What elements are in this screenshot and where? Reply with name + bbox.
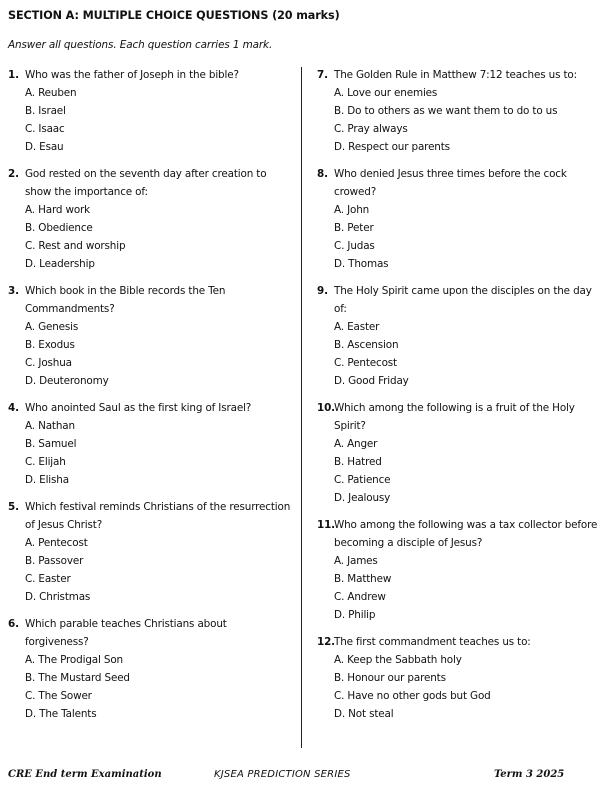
- question-block: [317, 282, 601, 390]
- footer-term: Term 3 2025: [494, 769, 565, 780]
- answer-option: C. Pray always: [334, 123, 408, 135]
- question-text: Who was the father of Joseph in the bible?: [25, 69, 239, 81]
- answer-option: C. Elijah: [25, 456, 66, 468]
- question-stem: [317, 165, 601, 201]
- answer-option: B. Obedience: [25, 222, 93, 234]
- question-number: 12.: [317, 636, 335, 648]
- question-number: 10.: [317, 402, 335, 414]
- answer-option: C. Isaac: [25, 123, 65, 135]
- question-stem: [317, 66, 601, 84]
- question-number: 7.: [317, 69, 328, 81]
- answer-option: D. Jealousy: [334, 492, 391, 504]
- question-block: [8, 615, 292, 723]
- answer-option: D. Christmas: [25, 591, 91, 603]
- answer-option: A. Genesis: [25, 321, 79, 333]
- question-text: Which among the following is a fruit of the Holy Spirit?: [334, 402, 575, 432]
- question-block: [8, 399, 292, 489]
- question-block: [8, 66, 292, 156]
- question-text: Who denied Jesus three times before the cock crowed?: [334, 168, 567, 198]
- question-number: 1.: [8, 69, 19, 81]
- answer-option: D. Philip: [334, 609, 376, 621]
- question-block: [317, 633, 601, 723]
- answer-option: D. Elisha: [25, 474, 69, 486]
- answer-option: B. Honour our parents: [334, 672, 446, 684]
- answer-option: A. James: [334, 555, 378, 567]
- answer-option: D. The Talents: [25, 708, 97, 720]
- question-number: 11.: [317, 519, 335, 531]
- question-stem: [317, 399, 601, 435]
- question-stem: [8, 66, 292, 84]
- question-block: [317, 399, 601, 507]
- answer-option: C. The Sower: [25, 690, 92, 702]
- question-stem: [317, 633, 601, 651]
- question-stem: [8, 498, 292, 534]
- answer-option: B. Exodus: [25, 339, 75, 351]
- answer-option: A. Anger: [334, 438, 378, 450]
- questions-column-right: [317, 66, 601, 732]
- question-number: 4.: [8, 402, 19, 414]
- question-stem: [8, 282, 292, 318]
- answer-option: D. Deuteronomy: [25, 375, 109, 387]
- answer-option: C. Judas: [334, 240, 375, 252]
- answer-option: A. Pentecost: [25, 537, 88, 549]
- question-block: [8, 282, 292, 390]
- answer-option: C. Andrew: [334, 591, 386, 603]
- question-block: [317, 165, 601, 273]
- question-text: Which festival reminds Christians of the resurrection of Jesus Christ?: [25, 501, 291, 531]
- question-text: The Holy Spirit came upon the disciples on the day of:: [334, 285, 592, 315]
- answer-option: A. Nathan: [25, 420, 75, 432]
- question-number: 8.: [317, 168, 328, 180]
- answer-option: A. Easter: [334, 321, 380, 333]
- question-number: 9.: [317, 285, 328, 297]
- answer-option: A. Reuben: [25, 87, 77, 99]
- answer-option: C. Easter: [25, 573, 71, 585]
- questions-column-left: [8, 66, 292, 732]
- answer-option: A. Love our enemies: [334, 87, 438, 99]
- answer-option: B. Do to others as we want them to do to us: [334, 105, 558, 117]
- answer-option: B. Passover: [25, 555, 84, 567]
- question-stem: [8, 165, 292, 201]
- question-number: 2.: [8, 168, 19, 180]
- question-text: Who among the following was a tax collector before becoming a disciple of Jesus?: [334, 519, 598, 549]
- answer-option: A. Hard work: [25, 204, 91, 216]
- question-stem: [8, 399, 292, 417]
- question-number: 6.: [8, 618, 19, 630]
- section-heading: SECTION A: MULTIPLE CHOICE QUESTIONS (20 marks): [8, 9, 340, 22]
- question-text: Which parable teaches Christians about forgiveness?: [25, 618, 227, 648]
- answer-option: A. The Prodigal Son: [25, 654, 123, 666]
- question-block: [317, 66, 601, 156]
- question-block: [8, 498, 292, 606]
- answer-option: A. Keep the Sabbath holy: [334, 654, 462, 666]
- answer-option: B. Matthew: [334, 573, 392, 585]
- answer-option: B. Ascension: [334, 339, 399, 351]
- section-instruction: Answer all questions. Each question carries 1 mark.: [8, 39, 273, 51]
- question-stem: [8, 615, 292, 651]
- question-stem: [317, 516, 601, 552]
- answer-option: D. Thomas: [334, 258, 389, 270]
- answer-option: D. Not steal: [334, 708, 394, 720]
- answer-option: C. Rest and worship: [25, 240, 126, 252]
- answer-option: B. The Mustard Seed: [25, 672, 130, 684]
- answer-option: C. Patience: [334, 474, 391, 486]
- question-text: The Golden Rule in Matthew 7:12 teaches us to:: [334, 69, 577, 81]
- question-number: 5.: [8, 501, 19, 513]
- question-block: [8, 165, 292, 273]
- footer-series: KJSEA PREDICTION SERIES: [214, 769, 351, 780]
- footer-exam-title: CRE End term Examination: [8, 769, 162, 780]
- answer-option: C. Joshua: [25, 357, 72, 369]
- answer-option: B. Israel: [25, 105, 66, 117]
- answer-option: C. Have no other gods but God: [334, 690, 491, 702]
- question-text: The first commandment teaches us to:: [334, 636, 531, 648]
- answer-option: B. Hatred: [334, 456, 382, 468]
- column-divider: [301, 67, 302, 748]
- answer-option: B. Peter: [334, 222, 374, 234]
- answer-option: D. Good Friday: [334, 375, 409, 387]
- answer-option: D. Esau: [25, 141, 64, 153]
- question-block: [317, 516, 601, 624]
- question-number: 3.: [8, 285, 19, 297]
- question-text: Who anointed Saul as the first king of Israel?: [25, 402, 252, 414]
- question-stem: [317, 282, 601, 318]
- answer-option: D. Respect our parents: [334, 141, 450, 153]
- answer-option: A. John: [334, 204, 370, 216]
- answer-option: D. Leadership: [25, 258, 95, 270]
- answer-option: B. Samuel: [25, 438, 77, 450]
- question-text: God rested on the seventh day after creation to show the importance of:: [25, 168, 267, 198]
- answer-option: C. Pentecost: [334, 357, 397, 369]
- question-text: Which book in the Bible records the Ten Commandments?: [25, 285, 226, 315]
